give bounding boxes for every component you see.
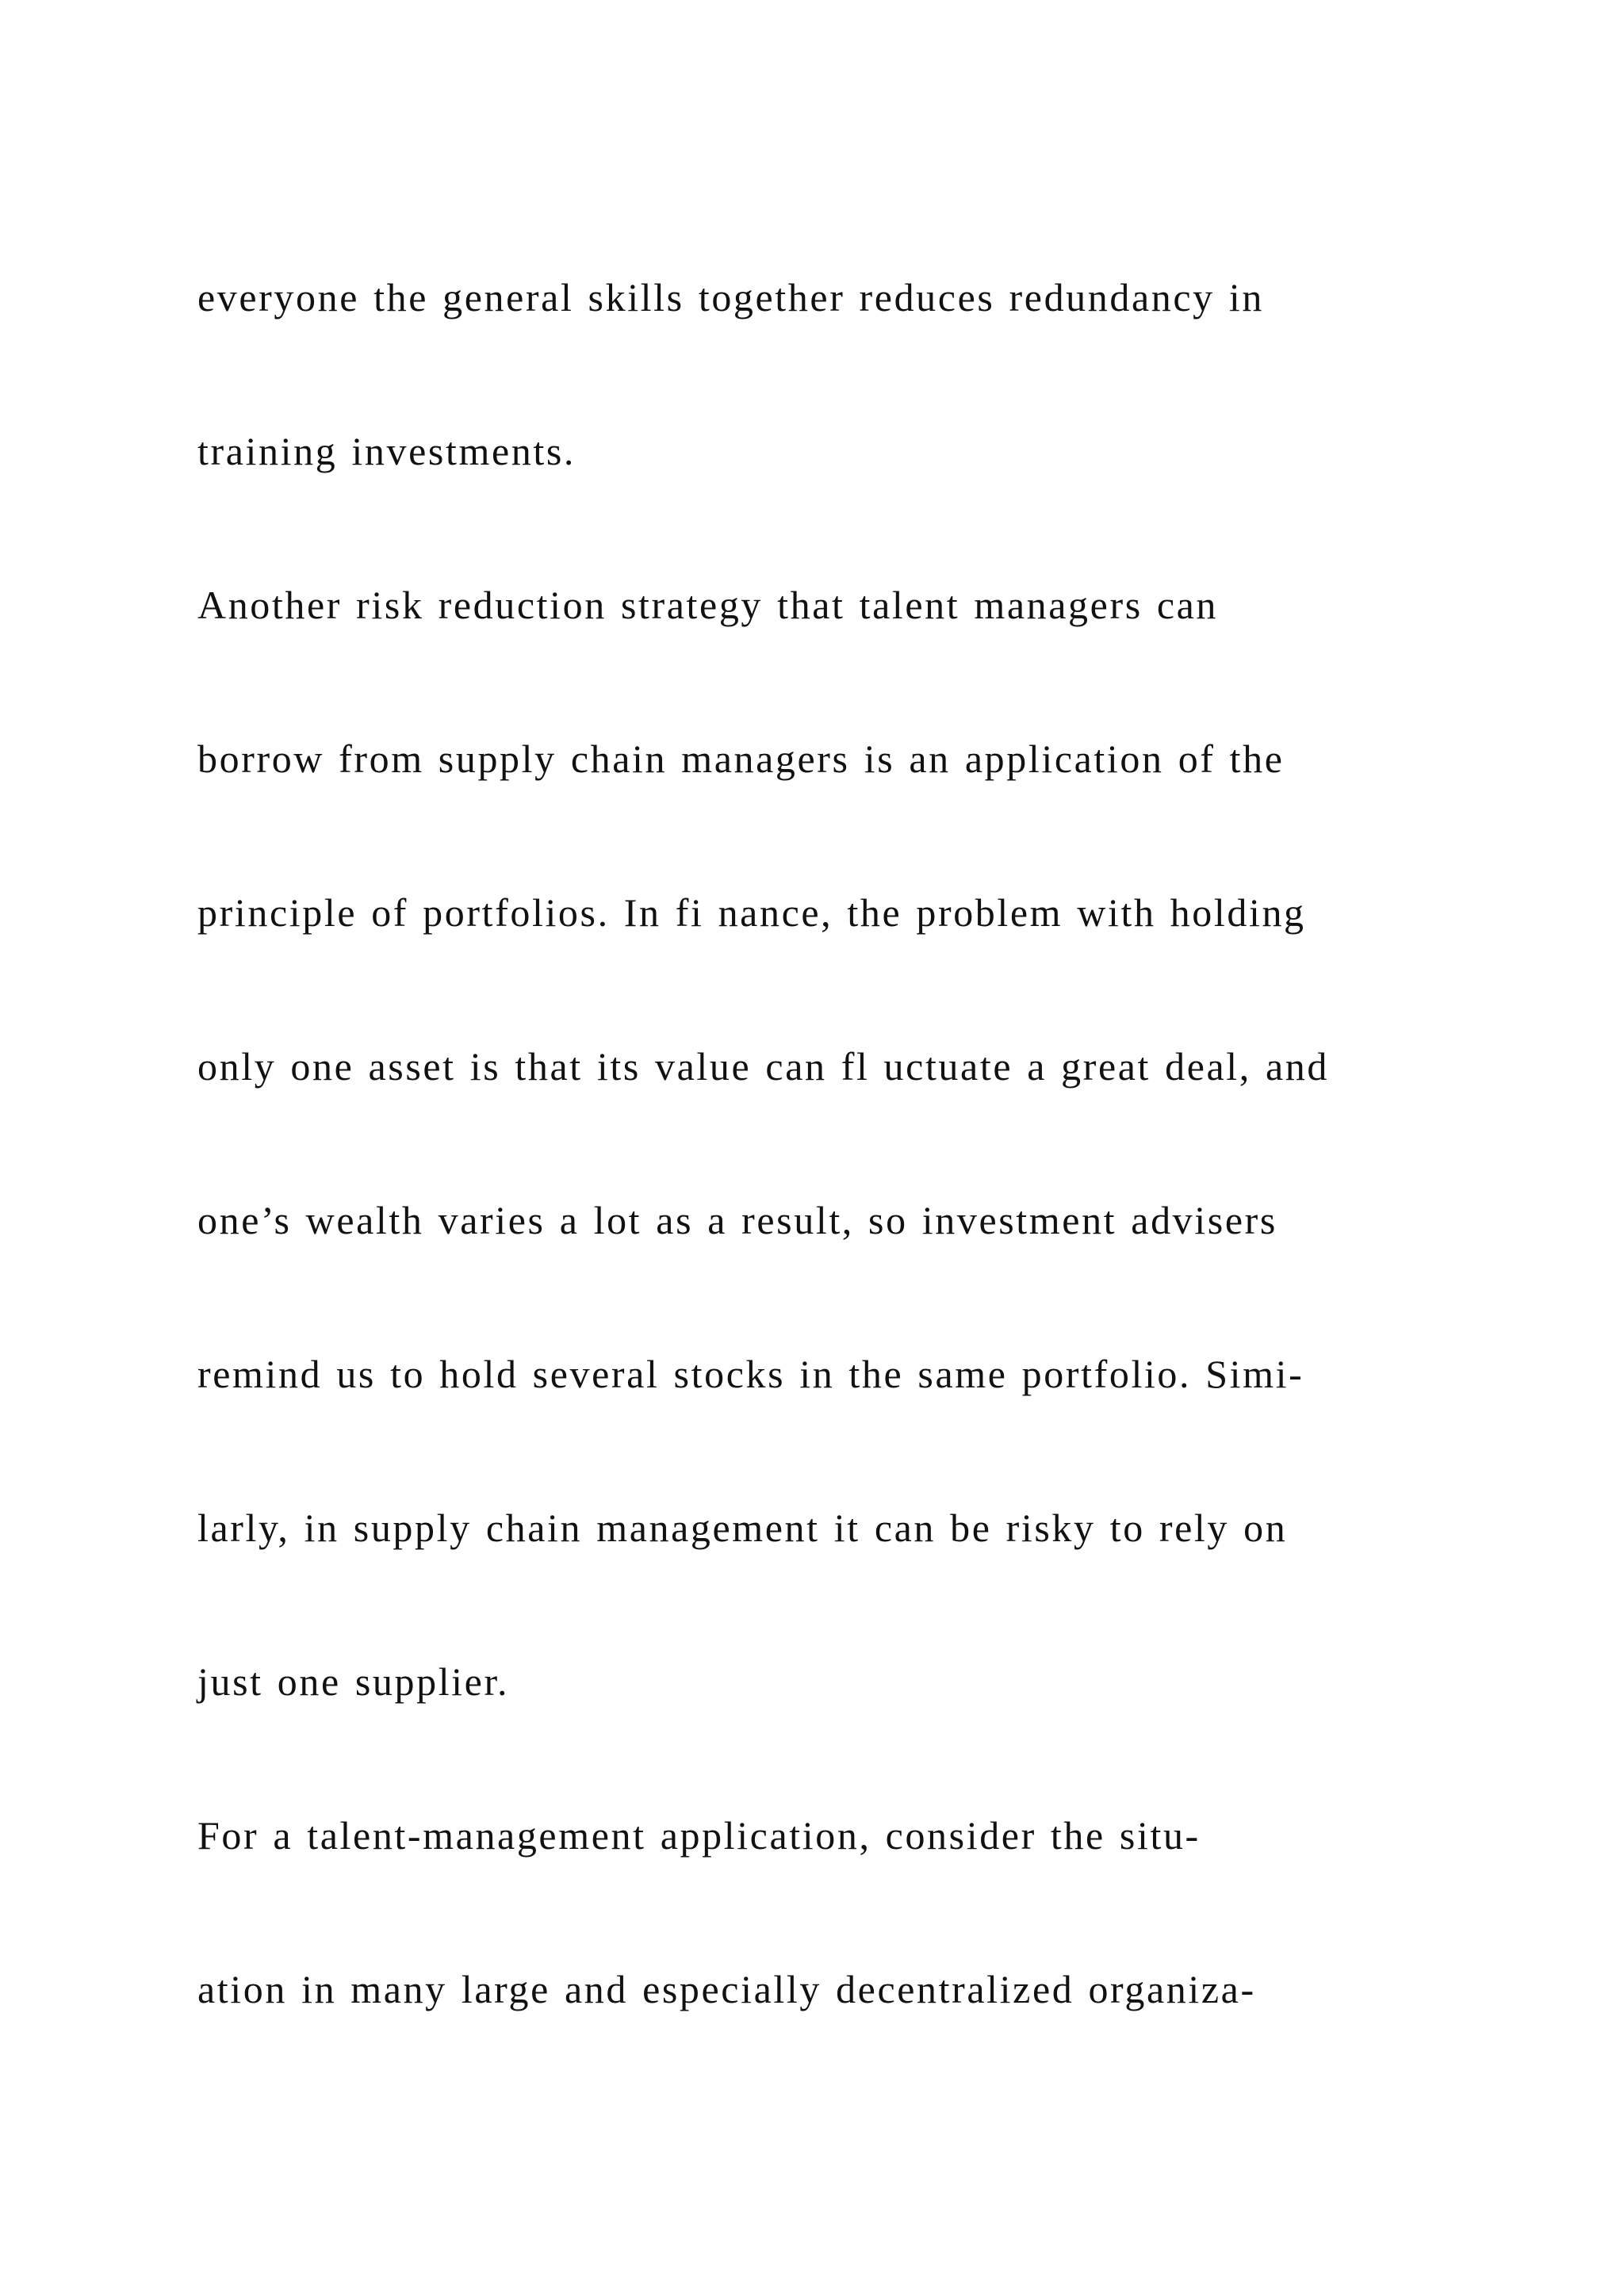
text-line-1: everyone the general skills together reduces redundancy in	[197, 275, 1264, 320]
text-line-7: one’s wealth varies a lot as a result, so investment advisers	[197, 1198, 1277, 1242]
text-line-11: For a talent-management application, consider the situ-	[197, 1813, 1201, 1858]
text-line-10: just one supplier.	[197, 1659, 510, 1704]
text-line-3: Another risk reduction strategy that talent managers can	[197, 583, 1219, 627]
text-line-6: only one asset is that its value can fl uctuate a great deal, and	[197, 1044, 1329, 1089]
text-line-5: principle of portfolios. In fi nance, the problem with holding	[197, 890, 1306, 935]
text-line-9: larly, in supply chain management it can be risky to rely on	[197, 1506, 1288, 1550]
text-line-8: remind us to hold several stocks in the same portfolio. Simi-	[197, 1352, 1304, 1396]
text-line-4: borrow from supply chain managers is an application of the	[197, 737, 1285, 781]
text-line-2: training investments.	[197, 429, 576, 473]
text-line-12: ation in many large and especially decentralized organiza-	[197, 1967, 1256, 2011]
